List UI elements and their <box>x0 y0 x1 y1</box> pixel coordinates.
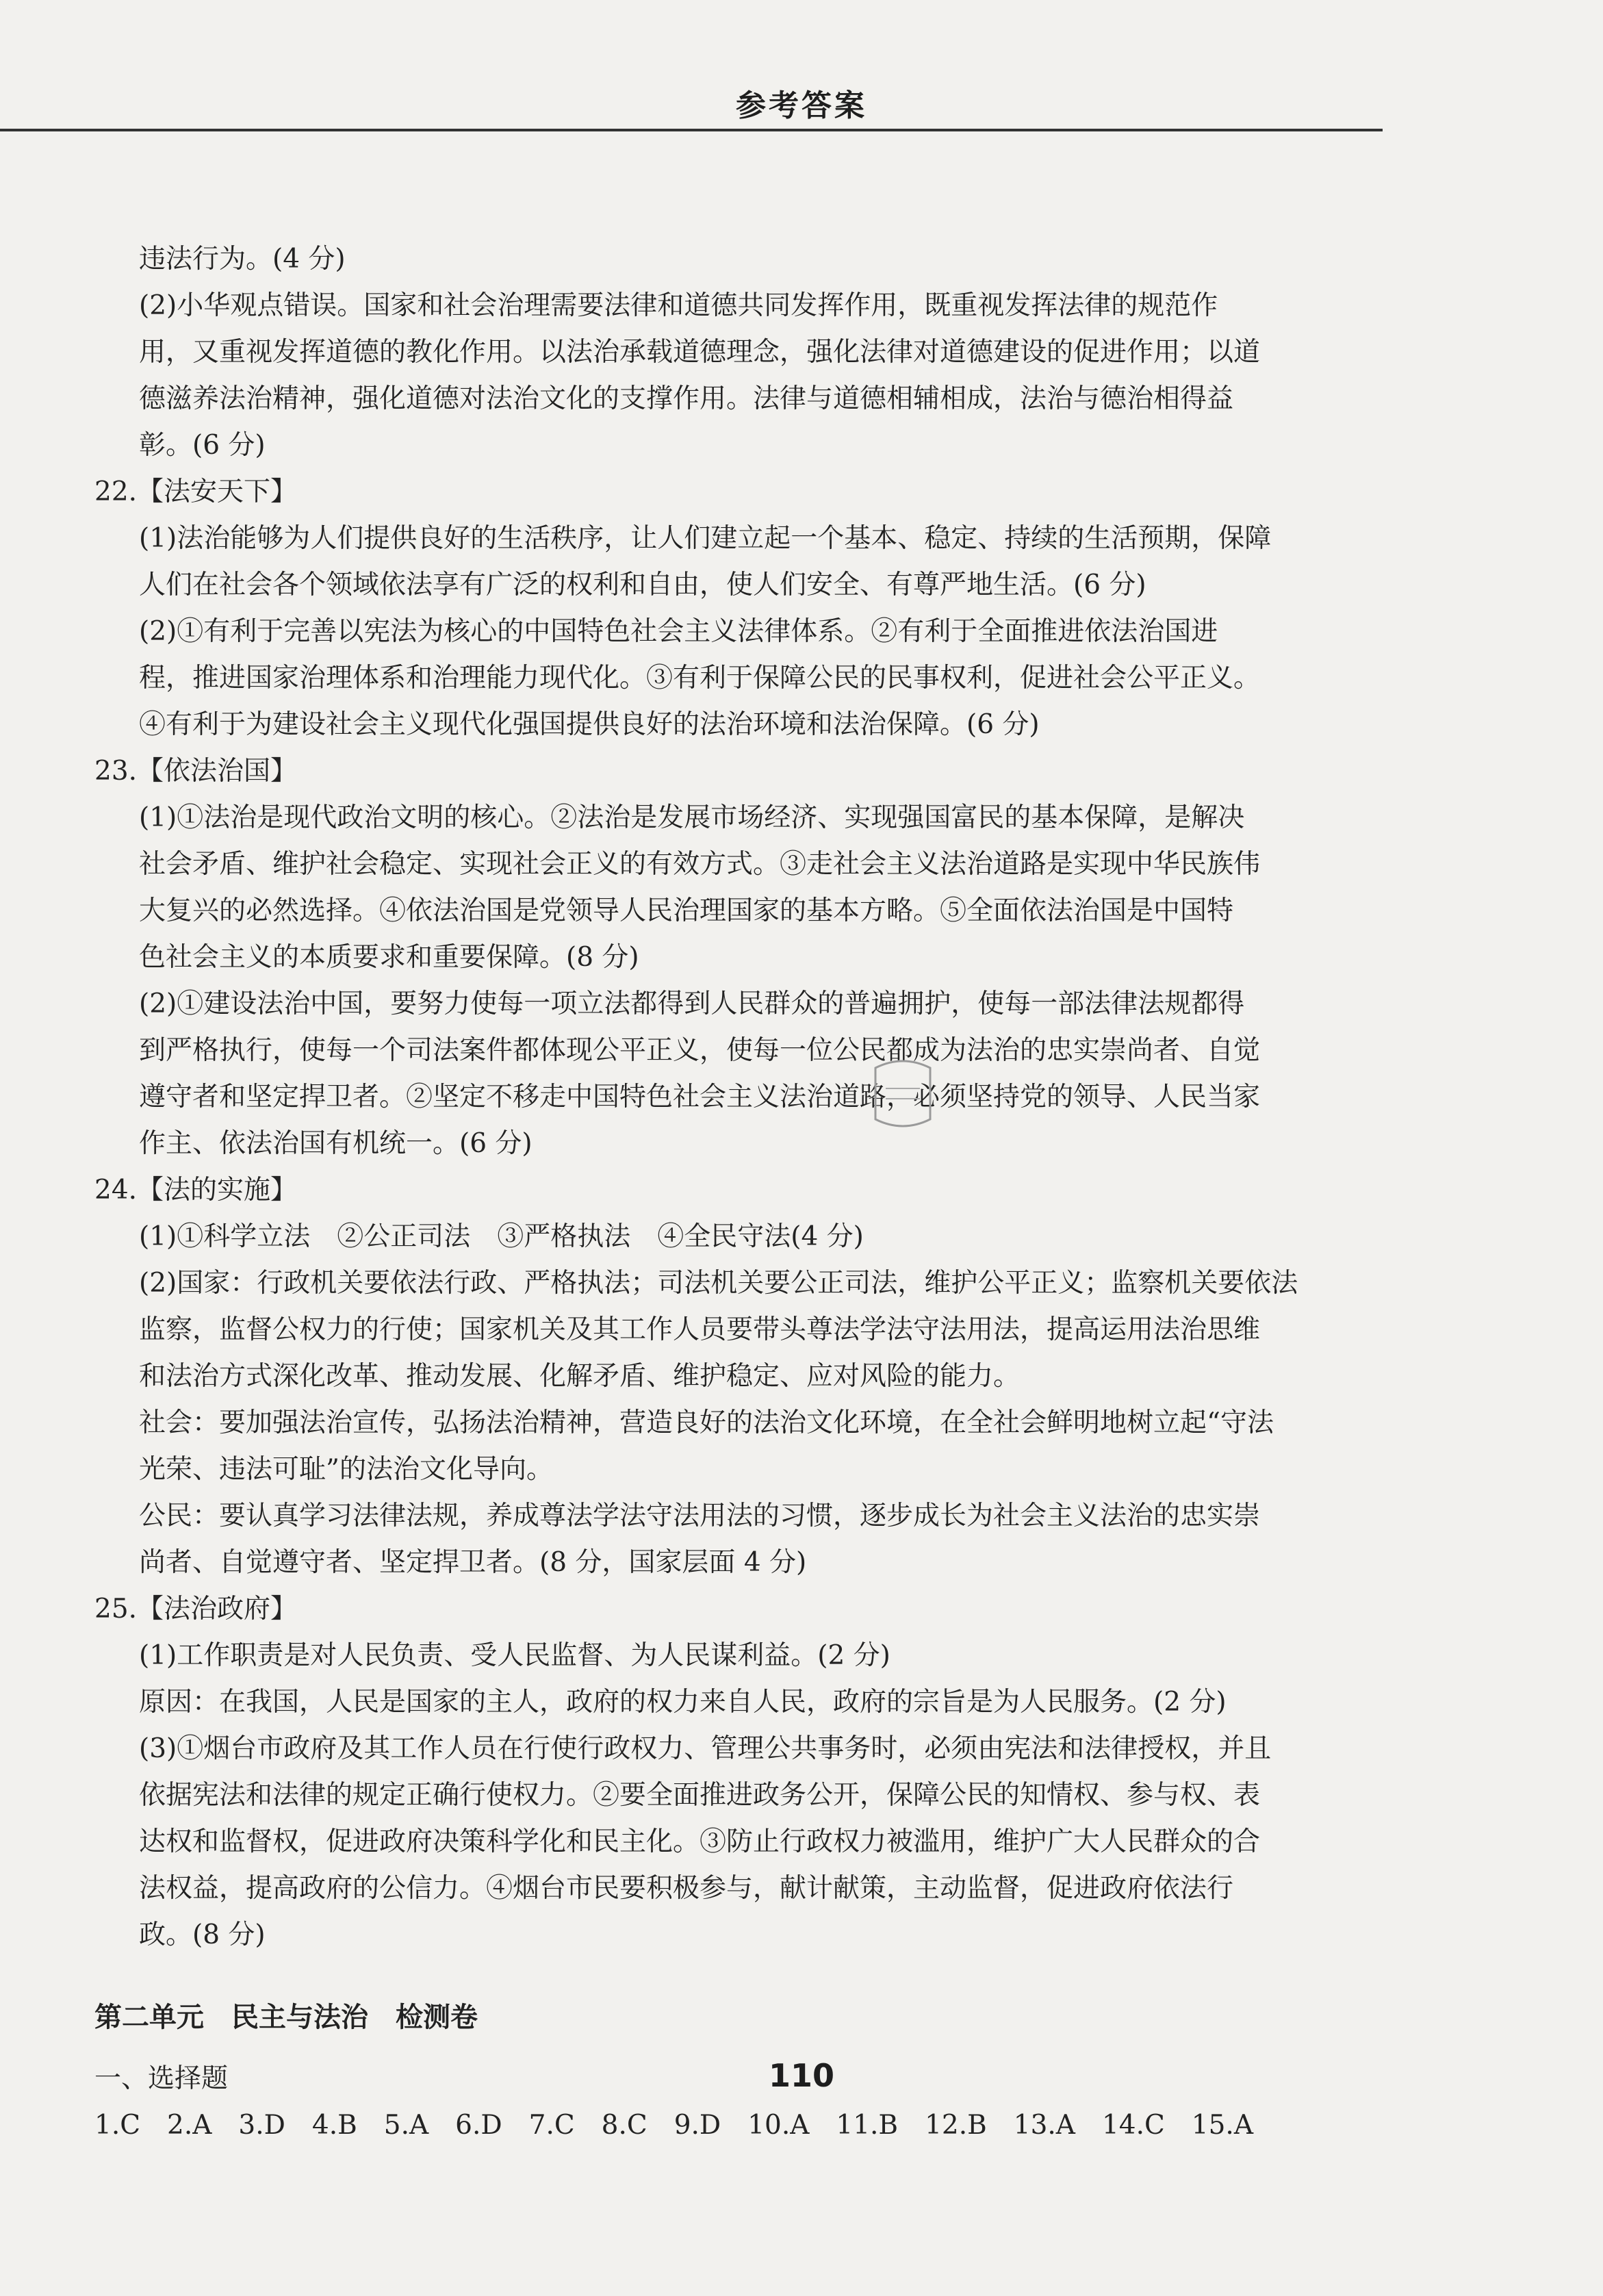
text-line: 25.【法治政府】 <box>94 1594 298 1624</box>
text-line: 和法治方式深化改革、推动发展、化解矛盾、维护稳定、应对风险的能力。 <box>139 1361 1021 1392</box>
text-line: 大复兴的必然选择。④依法治国是党领导人民治理国家的基本方略。⑤全面依法治国是中国特 <box>139 895 1234 926</box>
page-number: 110 <box>768 2057 835 2094</box>
text-line: (1)法治能够为人们提供良好的生活秩序，让人们建立起一个基本、稳定、持续的生活预期，保障 <box>139 523 1272 554</box>
text-line: 监察，监督公权力的行使；国家机关及其工作人员要带头尊法学法守法用法，提高运用法治思维 <box>139 1314 1261 1345</box>
text-line: ④有利于为建设社会主义现代化强国提供良好的法治环境和法治保障。(6 分) <box>139 709 1040 740</box>
text-line: 遵守者和坚定捍卫者。②坚定不移走中国特色社会主义法治道路，必须坚持党的领导、人民当家 <box>139 1082 1261 1112</box>
text-line: 达权和监督权，促进政府决策科学化和民主化。③防止行政权力被滥用，维护广大人民群众的合 <box>139 1826 1261 1857</box>
text-line: 法权益，提高政府的公信力。④烟台市民要积极参与，献计献策，主动监督，促进政府依法行 <box>139 1873 1234 1904</box>
stamp-icon <box>865 1054 940 1136</box>
text-line: (2)①有利于完善以宪法为核心的中国特色社会主义法律体系。②有利于全面推进依法治国进 <box>139 616 1218 647</box>
text-line: 23.【依法治国】 <box>94 756 298 787</box>
text-line: (2)①建设法治中国，要努力使每一项立法都得到人民群众的普遍拥护，使每一部法律法规都得 <box>139 988 1245 1019</box>
text-line: (1)工作职责是对人民负责、受人民监督、为人民谋利益。(2 分) <box>139 1640 890 1671</box>
section-subheading: 一、选择题 <box>94 2063 229 2094</box>
text-line: 到严格执行，使每一个司法案件都体现公平正义，使每一位公民都成为法治的忠实崇尚者、自觉 <box>139 1035 1261 1066</box>
text-line: 社会矛盾、维护社会稳定、实现社会正义的有效方式。③走社会主义法治道路是实现中华民族伟 <box>139 849 1261 880</box>
text-line: 依据宪法和法律的规定正确行使权力。②要全面推进政务公开，保障公民的知情权、参与权、表 <box>139 1780 1261 1811</box>
header-rule <box>0 129 1383 131</box>
text-line: (2)国家：行政机关要依法行政、严格执法；司法机关要公正司法，维护公平正义；监察机关要依法 <box>139 1268 1298 1299</box>
text-line: 尚者、自觉遵守者、坚定捍卫者。(8 分，国家层面 4 分) <box>139 1547 807 1578</box>
text-line: 24.【法的实施】 <box>94 1175 298 1206</box>
text-line: 政。(8 分) <box>139 1919 266 1950</box>
text-line: 人们在社会各个领域依法享有广泛的权利和自由，使人们安全、有尊严地生活。(6 分) <box>139 570 1146 600</box>
header-title: 参考答案 <box>736 88 867 123</box>
text-line: 原因：在我国，人民是国家的主人，政府的权力来自人民，政府的宗旨是为人民服务。(2 分) <box>139 1687 1227 1718</box>
text-line: (1)①科学立法 ②公正司法 ③严格执法 ④全民守法(4 分) <box>139 1221 864 1252</box>
text-line: 22.【法安天下】 <box>94 476 298 507</box>
answer-content <box>94 236 1395 2149</box>
text-line: 社会：要加强法治宣传，弘扬法治精神，营造良好的法治文化环境，在全社会鲜明地树立起“守法 <box>139 1407 1274 1438</box>
text-line: 作主、依法治国有机统一。(6 分) <box>139 1128 533 1159</box>
text-line: 彰。(6 分) <box>139 430 266 461</box>
text-line: (1)①法治是现代政治文明的核心。②法治是发展市场经济、实现强国富民的基本保障，是解决 <box>139 802 1245 833</box>
choice-answers: 1.C 2.A 3.D 4.B 5.A 6.D 7.C 8.C 9.D 10.A 11.B 12.B 13.A 14.C 15.A <box>94 2110 1253 2141</box>
text-line: 用，又重视发挥道德的教化作用。以法治承载道德理念，强化法律对道德建设的促进作用；以道 <box>139 337 1261 368</box>
answer-lines <box>94 236 1395 1959</box>
text-line: 公民：要认真学习法律法规，养成尊法学法守法用法的习惯，逐步成长为社会主义法治的忠实崇 <box>139 1501 1261 1531</box>
text-line: 违法行为。(4 分) <box>139 244 346 275</box>
section-title: 第二单元 民主与法治 检测卷 <box>94 2002 478 2033</box>
text-line: 色社会主义的本质要求和重要保障。(8 分) <box>139 942 639 973</box>
text-line: (3)①烟台市政府及其工作人员在行使行政权力、管理公共事务时，必须由宪法和法律授权，并且 <box>139 1733 1272 1764</box>
text-line: 程，推进国家治理体系和治理能力现代化。③有利于保障公民的民事权利，促进社会公平正义。 <box>139 663 1261 693</box>
text-line: 德滋养法治精神，强化道德对法治文化的支撑作用。法律与道德相辅相成，法治与德治相得益 <box>139 383 1234 414</box>
text-line: (2)小华观点错误。国家和社会治理需要法律和道德共同发挥作用，既重视发挥法律的规范作 <box>139 290 1218 321</box>
text-line: 光荣、违法可耻”的法治文化导向。 <box>139 1454 553 1485</box>
